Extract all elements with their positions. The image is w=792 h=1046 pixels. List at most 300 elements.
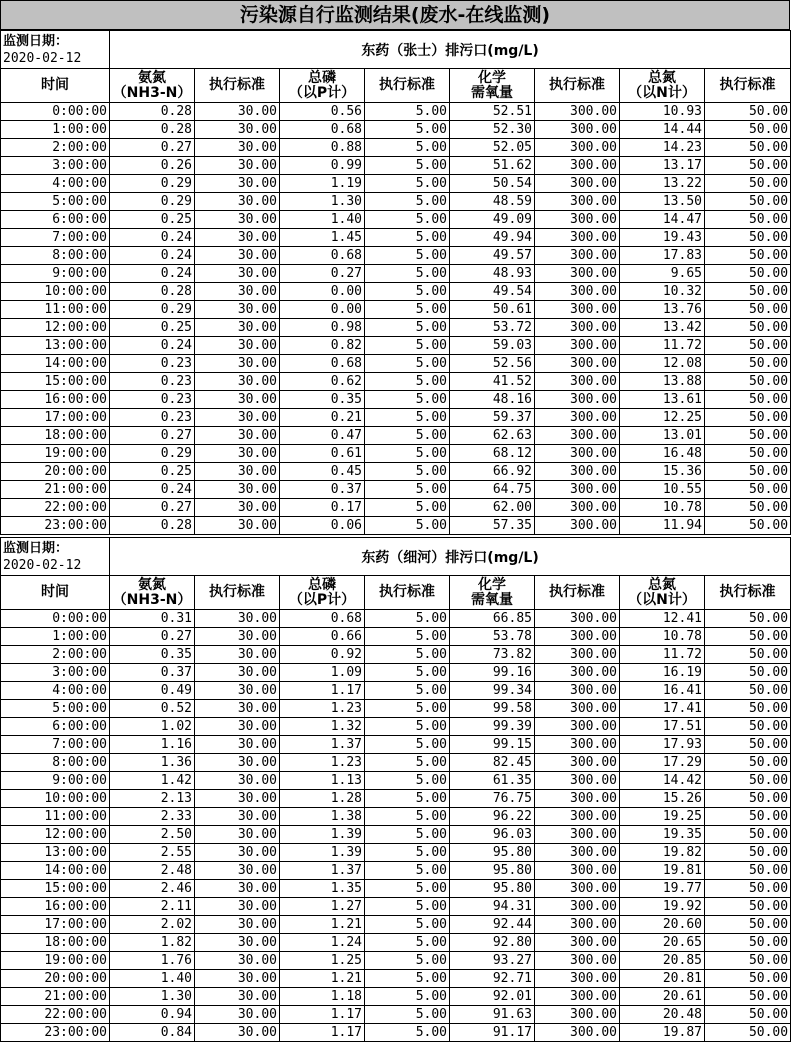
value-cell: 30.00 [195,283,280,301]
value-cell: 13.01 [620,427,705,445]
value-cell: 1.76 [110,952,195,970]
monitoring-date-cell [1,538,110,576]
time-cell: 20:00:00 [1,463,110,481]
value-cell: 2.46 [110,880,195,898]
value-cell: 300.00 [535,970,620,988]
value-cell: 30.00 [195,682,280,700]
table-row [1,1024,791,1042]
value-cell: 13.61 [620,391,705,409]
value-cell: 300.00 [535,934,620,952]
value-cell: 50.00 [705,139,791,157]
value-cell: 0.28 [110,283,195,301]
value-cell: 300.00 [535,157,620,175]
value-cell: 5.00 [365,682,450,700]
value-cell: 30.00 [195,664,280,682]
value-cell: 300.00 [535,139,620,157]
value-cell: 53.78 [450,628,535,646]
value-cell: 14.42 [620,772,705,790]
value-cell: 1.39 [280,844,365,862]
time-cell: 9:00:00 [1,265,110,283]
value-cell: 0.37 [110,664,195,682]
monitoring-date-value: 2020-02-12 [3,557,82,573]
value-cell: 12.08 [620,355,705,373]
value-cell: 0.94 [110,1006,195,1024]
table-row [1,646,791,664]
value-cell: 300.00 [535,772,620,790]
value-cell: 50.00 [705,1024,791,1042]
value-cell: 300.00 [535,700,620,718]
table-row [1,265,791,283]
time-cell: 17:00:00 [1,409,110,427]
value-cell: 30.00 [195,337,280,355]
header-total-nitrogen-text: （以N计） [628,591,696,608]
table-row [1,862,791,880]
value-cell: 92.80 [450,934,535,952]
value-cell: 1.28 [280,790,365,808]
value-cell: 50.00 [705,988,791,1006]
value-cell: 99.16 [450,664,535,682]
value-cell: 300.00 [535,481,620,499]
value-cell: 300.00 [535,988,620,1006]
value-cell: 30.00 [195,916,280,934]
value-cell: 53.72 [450,319,535,337]
table-row [1,427,791,445]
value-cell: 300.00 [535,736,620,754]
header-standard [705,69,791,103]
value-cell: 300.00 [535,445,620,463]
value-cell: 300.00 [535,355,620,373]
table-row [1,157,791,175]
value-cell: 5.00 [365,481,450,499]
value-cell: 30.00 [195,646,280,664]
time-cell: 10:00:00 [1,790,110,808]
header-total-nitrogen-text: 总氮 [648,576,676,593]
value-cell: 30.00 [195,481,280,499]
value-cell: 30.00 [195,826,280,844]
value-cell: 50.61 [450,301,535,319]
value-cell: 1.02 [110,718,195,736]
value-cell: 0.49 [110,682,195,700]
value-cell: 0.21 [280,409,365,427]
value-cell: 5.00 [365,175,450,193]
value-cell: 0.25 [110,211,195,229]
time-cell: 2:00:00 [1,139,110,157]
value-cell: 30.00 [195,952,280,970]
table-row [1,319,791,337]
value-cell: 1.30 [110,988,195,1006]
value-cell: 50.00 [705,952,791,970]
time-cell: 6:00:00 [1,718,110,736]
value-cell: 5.00 [365,445,450,463]
value-cell: 14.44 [620,121,705,139]
header-nh3-text: （NH3-N） [112,591,192,608]
table-row [1,1006,791,1024]
value-cell: 1.27 [280,898,365,916]
value-cell: 51.62 [450,157,535,175]
header-total-phosphorus-text: （以P计） [288,84,356,101]
table-row [1,664,791,682]
value-cell: 30.00 [195,211,280,229]
table-row [1,445,791,463]
time-cell: 23:00:00 [1,1024,110,1042]
value-cell: 19.77 [620,880,705,898]
value-cell: 50.00 [705,934,791,952]
column-header-row [1,576,791,610]
value-cell: 95.80 [450,844,535,862]
value-cell: 0.56 [280,103,365,121]
time-cell: 16:00:00 [1,898,110,916]
value-cell: 12.25 [620,409,705,427]
value-cell: 0.84 [110,1024,195,1042]
time-cell: 5:00:00 [1,700,110,718]
value-cell: 50.00 [705,970,791,988]
value-cell: 5.00 [365,916,450,934]
header-total-phosphorus-text: （以P计） [288,591,356,608]
value-cell: 11.72 [620,646,705,664]
value-cell: 30.00 [195,247,280,265]
value-cell: 5.00 [365,265,450,283]
time-cell: 19:00:00 [1,952,110,970]
header-standard-text: 执行标准 [719,584,776,600]
time-cell: 4:00:00 [1,682,110,700]
value-cell: 59.37 [450,409,535,427]
value-cell: 50.00 [705,610,791,628]
value-cell: 68.12 [450,445,535,463]
value-cell: 0.47 [280,427,365,445]
report-title: 污染源自行监测结果(废水-在线监测) [0,0,790,30]
value-cell: 10.93 [620,103,705,121]
value-cell: 300.00 [535,391,620,409]
value-cell: 2.33 [110,808,195,826]
table-row [1,229,791,247]
header-standard-text: 执行标准 [379,77,435,93]
section-table-1 [0,30,791,535]
value-cell: 12.41 [620,610,705,628]
value-cell: 0.00 [280,301,365,319]
value-cell: 30.00 [195,121,280,139]
value-cell: 50.00 [705,121,791,139]
value-cell: 59.03 [450,337,535,355]
value-cell: 300.00 [535,409,620,427]
value-cell: 300.00 [535,265,620,283]
value-cell: 1.25 [280,952,365,970]
value-cell: 30.00 [195,193,280,211]
header-total-nitrogen-text: （以N计） [628,84,696,101]
section-table-2 [0,537,791,1042]
column-header-row [1,69,791,103]
value-cell: 0.29 [110,175,195,193]
time-cell: 11:00:00 [1,301,110,319]
value-cell: 50.00 [705,409,791,427]
value-cell: 49.57 [450,247,535,265]
value-cell: 66.85 [450,610,535,628]
time-cell: 22:00:00 [1,499,110,517]
value-cell: 50.00 [705,265,791,283]
value-cell: 50.00 [705,427,791,445]
table-row [1,499,791,517]
value-cell: 0.28 [110,517,195,535]
table-row [1,301,791,319]
value-cell: 52.05 [450,139,535,157]
value-cell: 49.09 [450,211,535,229]
time-cell: 1:00:00 [1,628,110,646]
value-cell: 30.00 [195,988,280,1006]
value-cell: 5.00 [365,409,450,427]
header-nh3 [110,69,195,103]
time-cell: 18:00:00 [1,934,110,952]
value-cell: 0.06 [280,517,365,535]
value-cell: 0.88 [280,139,365,157]
table-row [1,337,791,355]
value-cell: 50.00 [705,193,791,211]
value-cell: 300.00 [535,808,620,826]
time-cell: 7:00:00 [1,736,110,754]
value-cell: 5.00 [365,463,450,481]
value-cell: 0.68 [280,121,365,139]
value-cell: 30.00 [195,373,280,391]
value-cell: 0.23 [110,373,195,391]
value-cell: 0.24 [110,247,195,265]
time-cell: 9:00:00 [1,772,110,790]
value-cell: 5.00 [365,517,450,535]
time-cell: 3:00:00 [1,664,110,682]
time-cell: 14:00:00 [1,862,110,880]
value-cell: 50.00 [705,229,791,247]
header-standard [195,576,280,610]
value-cell: 5.00 [365,646,450,664]
value-cell: 30.00 [195,1024,280,1042]
value-cell: 5.00 [365,427,450,445]
value-cell: 300.00 [535,916,620,934]
value-cell: 50.00 [705,700,791,718]
value-cell: 30.00 [195,718,280,736]
value-cell: 50.00 [705,301,791,319]
header-total-phosphorus-text: 总磷 [308,69,336,86]
value-cell: 300.00 [535,718,620,736]
value-cell: 92.71 [450,970,535,988]
value-cell: 20.61 [620,988,705,1006]
value-cell: 30.00 [195,844,280,862]
value-cell: 13.42 [620,319,705,337]
value-cell: 19.92 [620,898,705,916]
table-row [1,373,791,391]
value-cell: 50.00 [705,754,791,772]
value-cell: 62.63 [450,427,535,445]
table-row [1,880,791,898]
value-cell: 99.39 [450,718,535,736]
value-cell: 0.82 [280,337,365,355]
value-cell: 5.00 [365,139,450,157]
header-nh3-text: （NH3-N） [112,84,192,101]
value-cell: 13.22 [620,175,705,193]
value-cell: 10.78 [620,499,705,517]
header-standard [195,69,280,103]
value-cell: 99.58 [450,700,535,718]
value-cell: 20.81 [620,970,705,988]
value-cell: 300.00 [535,121,620,139]
value-cell: 0.23 [110,391,195,409]
value-cell: 95.80 [450,862,535,880]
header-time-text: 时间 [41,584,69,600]
time-cell: 8:00:00 [1,247,110,265]
time-cell: 7:00:00 [1,229,110,247]
table-row [1,700,791,718]
table-row [1,139,791,157]
value-cell: 300.00 [535,247,620,265]
value-cell: 50.00 [705,211,791,229]
value-cell: 300.00 [535,175,620,193]
value-cell: 30.00 [195,628,280,646]
value-cell: 5.00 [365,610,450,628]
time-cell: 12:00:00 [1,826,110,844]
header-standard [365,69,450,103]
outlet-name: 东药（张士）排污口(mg/L) [110,31,791,69]
value-cell: 30.00 [195,427,280,445]
value-cell: 300.00 [535,301,620,319]
value-cell: 0.26 [110,157,195,175]
value-cell: 48.16 [450,391,535,409]
value-cell: 10.32 [620,283,705,301]
value-cell: 5.00 [365,373,450,391]
time-cell: 20:00:00 [1,970,110,988]
header-total-phosphorus-text: 总磷 [308,576,336,593]
value-cell: 0.62 [280,373,365,391]
value-cell: 5.00 [365,337,450,355]
value-cell: 17.93 [620,736,705,754]
value-cell: 1.30 [280,193,365,211]
monitoring-date-value: 2020-02-12 [3,50,82,66]
time-cell: 23:00:00 [1,517,110,535]
value-cell: 5.00 [365,772,450,790]
value-cell: 50.00 [705,391,791,409]
value-cell: 1.21 [280,916,365,934]
value-cell: 5.00 [365,934,450,952]
value-cell: 300.00 [535,427,620,445]
value-cell: 5.00 [365,499,450,517]
value-cell: 2.11 [110,898,195,916]
value-cell: 50.00 [705,355,791,373]
value-cell: 5.00 [365,319,450,337]
monitoring-date-cell [1,31,110,69]
table-row [1,682,791,700]
table-row [1,934,791,952]
value-cell: 92.44 [450,916,535,934]
header-nh3-text: 氨氮 [138,576,166,593]
table-row [1,916,791,934]
value-cell: 10.78 [620,628,705,646]
value-cell: 50.00 [705,1006,791,1024]
table-row [1,247,791,265]
time-cell: 10:00:00 [1,283,110,301]
value-cell: 0.24 [110,481,195,499]
time-cell: 11:00:00 [1,808,110,826]
value-cell: 52.51 [450,103,535,121]
time-cell: 21:00:00 [1,481,110,499]
value-cell: 14.47 [620,211,705,229]
header-total-nitrogen [620,69,705,103]
value-cell: 300.00 [535,463,620,481]
monitoring-date-label: 监测日期： [3,540,69,556]
value-cell: 64.75 [450,481,535,499]
value-cell: 17.41 [620,700,705,718]
value-cell: 50.00 [705,373,791,391]
value-cell: 48.59 [450,193,535,211]
value-cell: 5.00 [365,970,450,988]
value-cell: 30.00 [195,970,280,988]
value-cell: 30.00 [195,463,280,481]
table-row [1,790,791,808]
value-cell: 50.00 [705,826,791,844]
table-row [1,826,791,844]
value-cell: 15.36 [620,463,705,481]
value-cell: 10.55 [620,481,705,499]
value-cell: 0.25 [110,463,195,481]
value-cell: 1.17 [280,1006,365,1024]
value-cell: 5.00 [365,808,450,826]
value-cell: 30.00 [195,445,280,463]
value-cell: 1.23 [280,754,365,772]
value-cell: 99.34 [450,682,535,700]
value-cell: 50.00 [705,517,791,535]
value-cell: 5.00 [365,283,450,301]
value-cell: 300.00 [535,283,620,301]
table-row [1,103,791,121]
header-total-phosphorus [280,69,365,103]
value-cell: 1.37 [280,862,365,880]
value-cell: 16.48 [620,445,705,463]
value-cell: 13.50 [620,193,705,211]
value-cell: 0.23 [110,355,195,373]
value-cell: 5.00 [365,754,450,772]
value-cell: 93.27 [450,952,535,970]
time-cell: 4:00:00 [1,175,110,193]
value-cell: 300.00 [535,880,620,898]
value-cell: 50.00 [705,880,791,898]
value-cell: 5.00 [365,988,450,1006]
value-cell: 300.00 [535,754,620,772]
time-cell: 22:00:00 [1,1006,110,1024]
value-cell: 1.13 [280,772,365,790]
value-cell: 300.00 [535,103,620,121]
value-cell: 99.15 [450,736,535,754]
value-cell: 19.82 [620,844,705,862]
time-cell: 2:00:00 [1,646,110,664]
value-cell: 30.00 [195,610,280,628]
value-cell: 300.00 [535,1006,620,1024]
value-cell: 50.00 [705,157,791,175]
value-cell: 1.23 [280,700,365,718]
value-cell: 1.40 [110,970,195,988]
value-cell: 41.52 [450,373,535,391]
value-cell: 14.23 [620,139,705,157]
value-cell: 1.37 [280,736,365,754]
value-cell: 2.02 [110,916,195,934]
header-standard [535,576,620,610]
value-cell: 300.00 [535,628,620,646]
value-cell: 5.00 [365,844,450,862]
value-cell: 1.42 [110,772,195,790]
time-cell: 17:00:00 [1,916,110,934]
value-cell: 0.29 [110,193,195,211]
value-cell: 92.01 [450,988,535,1006]
value-cell: 48.93 [450,265,535,283]
table-row [1,211,791,229]
value-cell: 0.61 [280,445,365,463]
value-cell: 300.00 [535,229,620,247]
value-cell: 300.00 [535,952,620,970]
value-cell: 50.00 [705,808,791,826]
value-cell: 50.00 [705,445,791,463]
